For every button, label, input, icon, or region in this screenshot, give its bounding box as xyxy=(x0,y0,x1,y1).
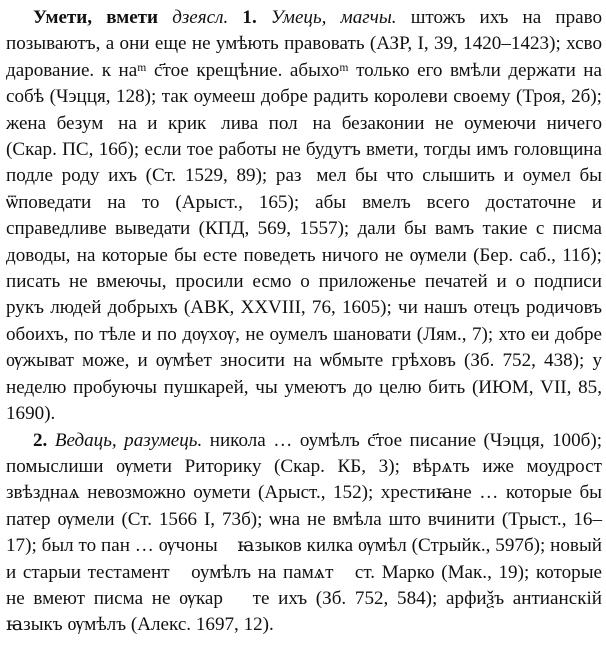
sense-gloss-2: Ведаць, разумець. xyxy=(54,429,203,451)
sense-citations-2: никола … оумѣлъ с҃тое писание (Чэцця, 100б); помыслиши ѹмети Риторику (Скар. КБ, 3); вѣрѧть иже моудрост звѣзднаѧ невозможно оумети (Арыст., 152); хрестиꙗне … которые бы патер ѹмели (Ст. 1566 I, 73б); ѡна не вмѣла што вчинити (Трыст., 16–17); был то пан … ѹчоныⷭ ꙗзыков килка ѹмѣл (Стрыйк., 597б); новый и старыи тестаментⷭ оумѣлъ на памѧтⷭ ст. Марко (Мак., 19); которые не вмеют писма не ѹкарꙗⷭте ихъ (Зб. 752, 584); арфиѯъ антианскій ꙗзыкъ ѹмѣлъ (Алекс. 1697, 12). xyxy=(6,429,602,636)
grammar-label: дзеясл. xyxy=(172,7,229,28)
headword: Умети, вмети xyxy=(33,7,159,28)
sense-number-2: 2. xyxy=(33,429,48,451)
entry-paragraph-2 xyxy=(6,428,602,639)
sense-citations-1: штожъ ихъ на право позываютъ, а они еще не умѣють правовать (АЗР, I, 39, 1420–1423); хсво дарование. к наᵐ с҃тое крещѣние. абыхоᵐ только его вмѣли держати на собѣ (Чэцця, 128); так оумееш добре радить королеви своему (Троя, 2б); жена безумⷭна и крикⷭлива полⷭна безаконии не оумеючи ничего (Скар. ПС, 16б); если тое работы не будутъ вмети, тогды имъ головщина подле роду ихъ (Ст. 1529, 89); разⷨмел бы что слышить и оумел бы ѿповедати на то (Арыст., 165); абы вмелъ всего достаточне и справедливе выведати (КПД, 569, 1557); дали бы вамъ такие с писма доводы, на которые бы есте поведеть ничого не ѹмели (Бер. саб., 11б); писать не вмеючы, просили есмо о приложенье печатей и о подписи рукъ людей добрыхъ (АВК, XXVIII, 76, 1605); чи нашъ отецъ родичовъ обоихъ, по тѣле и по дѹхѹ, не оумелъ шановати (Лям., 7); хто еи добре ѹжыват може, и ѹмѣет зносити на ѡбмыте грѣховъ (Зб. 752, 438); у неделю пробуючы пушкарей, чы умеютъ до целю бить (ИЮМ, VII, 85, 1690). xyxy=(6,7,603,425)
sense-gloss-1: Умець, магчы. xyxy=(270,7,397,28)
sense-number-1: 1. xyxy=(242,7,257,28)
entry-paragraph-1 xyxy=(6,5,602,428)
